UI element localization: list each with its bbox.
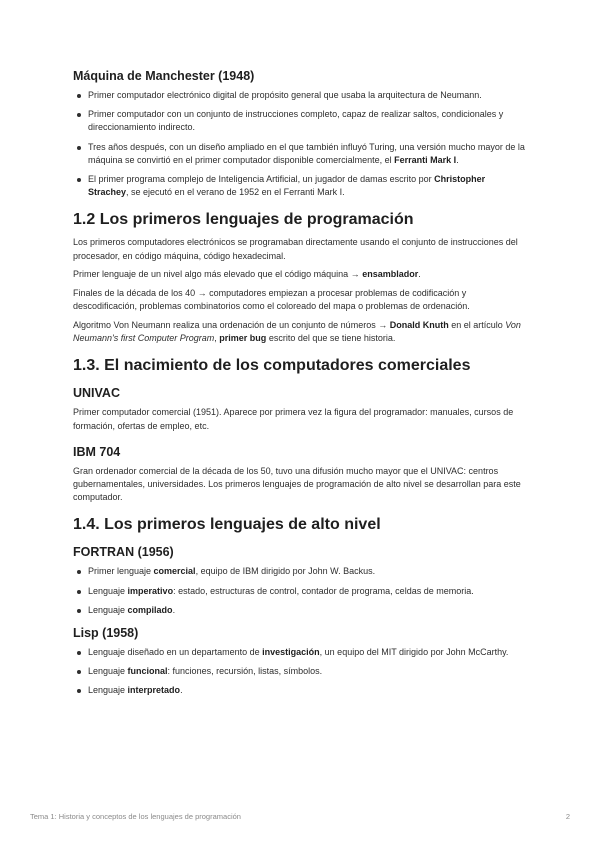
heading-univac: UNIVAC <box>73 386 120 401</box>
footer-title: Tema 1: Historia y conceptos de los lenguajes de programación <box>30 812 241 821</box>
list-item: Lenguaje interpretado. <box>73 684 525 697</box>
page-number: 2 <box>565 812 570 821</box>
list-item: Lenguaje funcional: funciones, recursión, listas, símbolos. <box>73 665 525 678</box>
heading-fortran: FORTRAN (1956) <box>73 545 174 560</box>
list-item: Lenguaje diseñado en un departamento de investigación, un equipo del MIT dirigido por John McCarthy. <box>73 646 525 659</box>
list-item: Primer lenguaje comercial, equipo de IBM dirigido por John W. Backus. <box>73 565 525 578</box>
page-footer <box>30 812 570 821</box>
paragraph: Finales de la década de los 40 → computadores empiezan a procesar problemas de codificación y descodificación, problemas combinatorios como el coloreado del mapa o problemas de ordenación. <box>73 288 470 312</box>
lisp-list <box>73 646 525 698</box>
paragraph: Gran ordenador comercial de la década de los 50, tuvo una difusión mucho mayor que el UNIVAC: centros gubernamentales, universidades. Los primeros lenguajes de programación de alto nivel se desarrollan para este computador. <box>73 465 521 503</box>
paragraph: Primer computador comercial (1951). Aparece por primera vez la figura del programador: manuales, cursos de formación, ofertas de empleo, etc. <box>73 407 514 431</box>
heading-section-1-4: 1.4. Los primeros lenguajes de alto nivel <box>73 516 381 534</box>
list-item: Tres años después, con un diseño ampliado en el que también influyó Turing, una versión mucho mayor de la máquina se convirtió en el primer computador disponible comercialmente, el Ferranti Mark I. <box>73 141 525 167</box>
bullet-icon <box>77 590 81 594</box>
heading-ibm-704: IBM 704 <box>73 444 121 459</box>
bullet-icon <box>77 570 81 574</box>
bullet-icon <box>77 113 81 117</box>
fortran-list <box>73 565 525 617</box>
bullet-icon <box>77 146 81 150</box>
list-item: El primer programa complejo de Inteligencia Artificial, un jugador de damas escrito por Christopher Strachey, se ejecutó en el verano de 1952 en el Ferranti Mark I. <box>73 173 525 199</box>
list-item: Primer computador con un conjunto de instrucciones completo, capaz de realizar saltos, condicionales y direccionamiento indirecto. <box>73 108 525 134</box>
page-content <box>73 68 525 704</box>
paragraph: Primer lenguaje de un nivel algo más elevado que el código máquina → ensamblador. <box>73 269 421 280</box>
heading-manchester: Máquina de Manchester (1948) <box>73 69 255 83</box>
bullet-icon <box>77 94 81 98</box>
list-item: Lenguaje imperativo: estado, estructuras de control, contador de programa, celdas de memoria. <box>73 585 525 598</box>
heading-section-1-2: 1.2 Los primeros lenguajes de programación <box>73 211 414 229</box>
list-item: Lenguaje compilado. <box>73 604 525 617</box>
bullet-icon <box>77 651 81 655</box>
bullet-icon <box>77 178 81 182</box>
list-item: Primer computador electrónico digital de propósito general que usaba la arquitectura de Neumann. <box>73 89 525 102</box>
heading-lisp: Lisp (1958) <box>73 625 139 640</box>
bullet-icon <box>77 670 81 674</box>
paragraph: Algoritmo Von Neumann realiza una ordenación de un conjunto de números → Donald Knuth en el artículo Von Neumann's first Computer Program, primer bug escrito del que se tiene historia. <box>73 319 521 344</box>
paragraph: Los primeros computadores electrónicos se programaban directamente usando el conjunto de instrucciones del procesador, en código máquina, código hexadecimal. <box>73 237 518 261</box>
manchester-list <box>73 89 525 199</box>
heading-section-1-3: 1.3. El nacimiento de los computadores comerciales <box>73 357 471 375</box>
bullet-icon <box>77 689 81 693</box>
bullet-icon <box>77 609 81 613</box>
